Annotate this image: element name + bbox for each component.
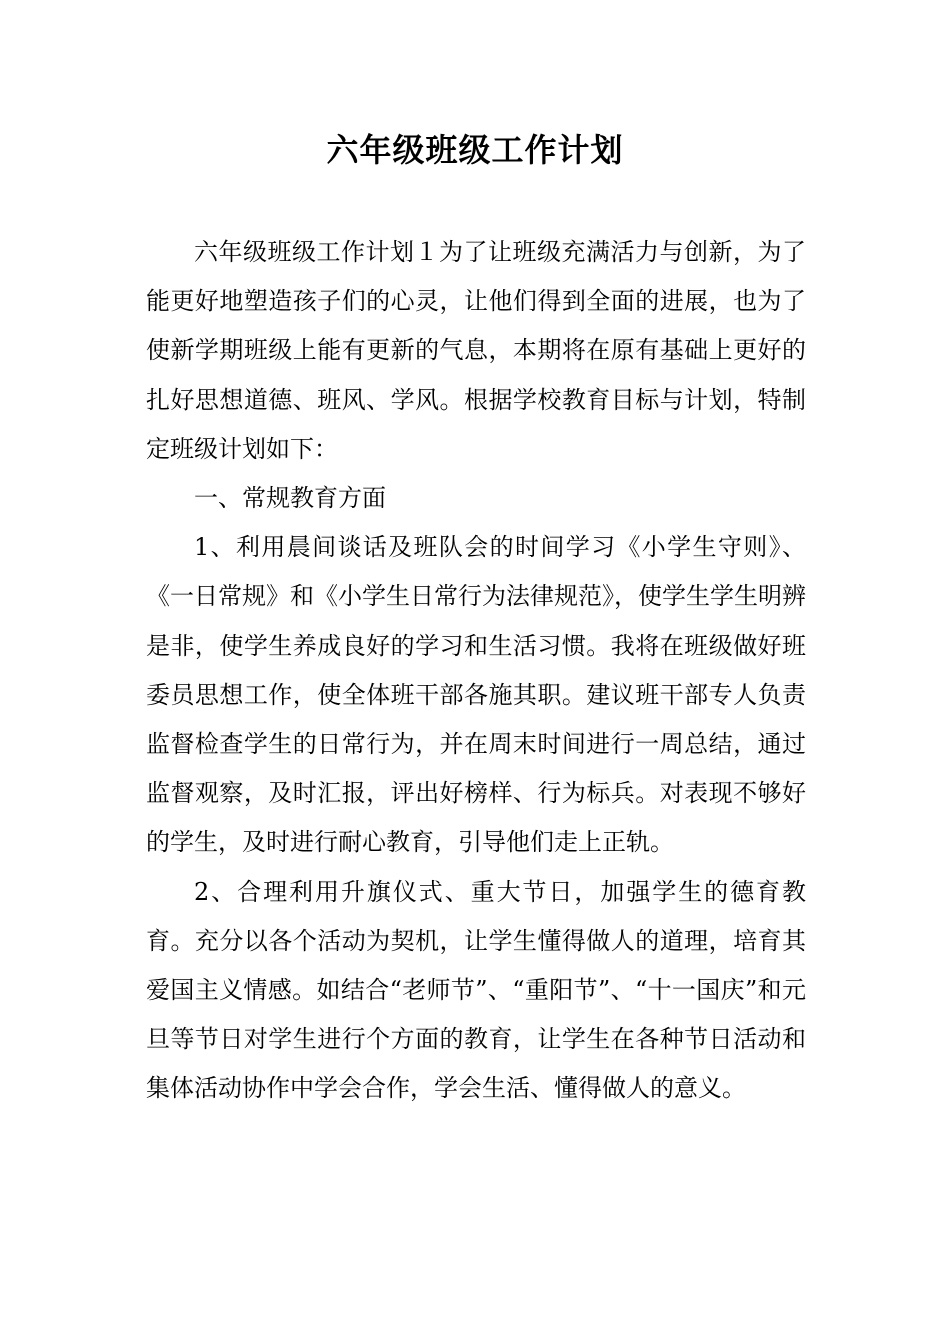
section-heading: 一、常规教育方面 [194,484,386,513]
intro-paragraph: 六年级班级工作计划１为了让班级充满活力与创新，为了能更好地塑造孩子们的心灵，让他们得到全面的进展，也为了使新学期班级上能有更新的气息，本期将在原有基础上更好的扎好思想道德、班风、学风。根据学校教育目标与计划，特制定班级计划如下： [146,238,806,463]
document-title: 六年级班级工作计划 [326,131,624,169]
item-2-paragraph: 2、合理利用升旗仪式、重大节日，加强学生的德育教育。充分以各个活动为契机，让学生懂得做人的道理，培育其爱国主义情感。如结合“老师节”、“重阳节”、“十一国庆”和元旦等节日对学生进行个方面的教育，让学生在各种节日活动和集体活动协作中学会合作，学会生活、懂得做人的意义。 [146,877,806,1103]
document-body [146,228,806,1114]
item-1-paragraph: 1、利用晨间谈话及班队会的时间学习《小学生守则》、《一日常规》和《小学生日常行为法律规范》，使学生学生明辨是非，使学生养成良好的学习和生活习惯。我将在班级做好班委员思想工作，使全体班干部各施其职。建议班干部专人负责监督检查学生的日常行为，并在周末时间进行一周总结，通过监督观察，及时汇报，评出好榜样、行为标兵。对表现不够好的学生，及时进行耐心教育，引导他们走上正轨。 [146,533,806,857]
